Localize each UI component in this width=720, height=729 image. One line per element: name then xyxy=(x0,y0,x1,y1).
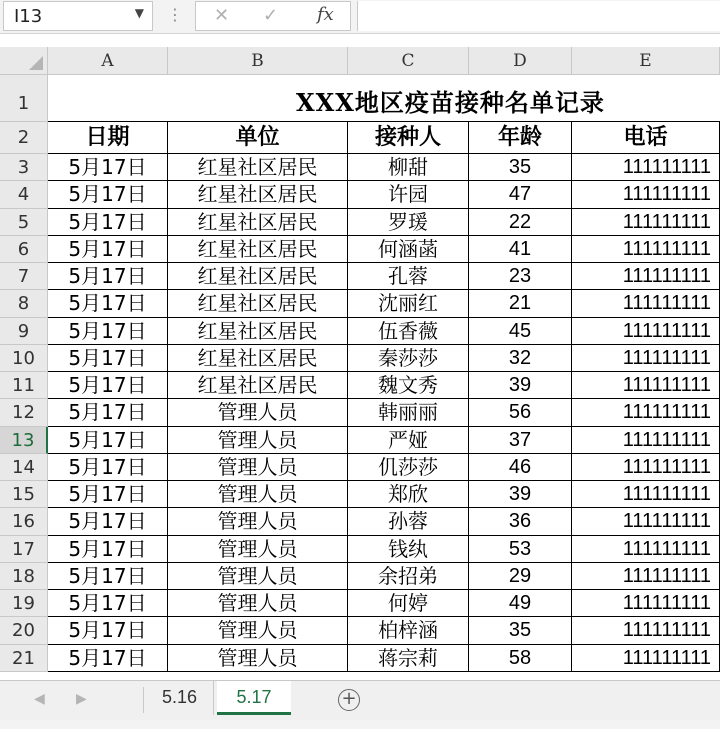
enter-icon[interactable]: ✓ xyxy=(263,5,279,26)
cell-a6[interactable]: 5月17日 xyxy=(48,236,168,263)
cell-d13[interactable]: 37 xyxy=(469,427,572,454)
row-header-12[interactable]: 12 xyxy=(0,399,48,426)
cell-a19[interactable]: 5月17日 xyxy=(48,590,168,617)
prev-sheet-icon[interactable]: ◀ xyxy=(34,691,45,707)
sheet-tab-bar xyxy=(0,680,720,720)
cell-e8[interactable]: 111111111 xyxy=(572,290,720,317)
cell-e21[interactable]: 111111111 xyxy=(572,645,720,672)
cell-e17[interactable]: 111111111 xyxy=(572,536,720,563)
row-header-20[interactable]: 20 xyxy=(0,617,48,644)
cell-d14[interactable]: 46 xyxy=(469,454,572,481)
cell-b21[interactable]: 管理人员 xyxy=(168,645,348,672)
cell-c21[interactable]: 蒋宗莉 xyxy=(348,645,469,672)
cell-a16[interactable]: 5月17日 xyxy=(48,508,168,535)
name-box-value: I13 xyxy=(14,6,43,27)
cell-a13[interactable]: 5月17日 xyxy=(48,427,168,454)
cell-e18[interactable]: 111111111 xyxy=(572,563,720,590)
cell-e6[interactable]: 111111111 xyxy=(572,236,720,263)
cell-d11[interactable]: 39 xyxy=(469,372,572,399)
cell-c17[interactable]: 钱纨 xyxy=(348,536,469,563)
cell-b15[interactable]: 管理人员 xyxy=(168,481,348,508)
sheet-tab-5-17[interactable]: 5.17 xyxy=(217,681,291,715)
row-header-11[interactable]: 11 xyxy=(0,372,48,399)
row-header-8[interactable]: 8 xyxy=(0,290,48,317)
cell-c11[interactable]: 魏文秀 xyxy=(348,372,469,399)
header-cell-c[interactable]: 接种人 xyxy=(348,122,469,154)
cell-c7[interactable]: 孔蓉 xyxy=(348,263,469,290)
cell-e9[interactable]: 111111111 xyxy=(572,318,720,345)
cell-b14[interactable]: 管理人员 xyxy=(168,454,348,481)
more-icon: ⋮ xyxy=(167,5,183,24)
cell-d4[interactable]: 47 xyxy=(469,181,572,208)
cell-e14[interactable]: 111111111 xyxy=(572,454,720,481)
cell-c14[interactable]: 仉莎莎 xyxy=(348,454,469,481)
cell-a4[interactable]: 5月17日 xyxy=(48,181,168,208)
cell-a9[interactable]: 5月17日 xyxy=(48,318,168,345)
cell-b8[interactable]: 红星社区居民 xyxy=(168,290,348,317)
cell-e20[interactable]: 111111111 xyxy=(572,617,720,644)
cell-e16[interactable]: 111111111 xyxy=(572,508,720,535)
formula-input[interactable] xyxy=(357,1,720,31)
cell-e4[interactable]: 111111111 xyxy=(572,181,720,208)
sheet-title: XXX地区疫苗接种名单记录 xyxy=(296,88,605,117)
cell-a17[interactable]: 5月17日 xyxy=(48,536,168,563)
cell-d5[interactable]: 22 xyxy=(469,209,572,236)
cell-a15[interactable]: 5月17日 xyxy=(48,481,168,508)
cell-a20[interactable]: 5月17日 xyxy=(48,617,168,644)
cell-a8[interactable]: 5月17日 xyxy=(48,290,168,317)
column-header-e[interactable]: E xyxy=(572,47,720,75)
formula-bar xyxy=(0,0,720,34)
cell-c19[interactable]: 何婷 xyxy=(348,590,469,617)
cell-e7[interactable]: 111111111 xyxy=(572,263,720,290)
cell-a14[interactable]: 5月17日 xyxy=(48,454,168,481)
cell-b18[interactable]: 管理人员 xyxy=(168,563,348,590)
name-box[interactable] xyxy=(3,1,153,31)
cell-d3[interactable]: 35 xyxy=(469,154,572,181)
column-header-d[interactable]: D xyxy=(469,47,572,75)
cell-d12[interactable]: 56 xyxy=(469,399,572,426)
cell-c18[interactable]: 余招弟 xyxy=(348,563,469,590)
cell-d16[interactable]: 36 xyxy=(469,508,572,535)
row-header-9[interactable]: 9 xyxy=(0,318,48,345)
row-header-17[interactable]: 17 xyxy=(0,536,48,563)
status-bar xyxy=(0,720,720,729)
cell-e3[interactable]: 111111111 xyxy=(572,154,720,181)
cell-e19[interactable]: 111111111 xyxy=(572,590,720,617)
cell-b4[interactable]: 红星社区居民 xyxy=(168,181,348,208)
cell-a12[interactable]: 5月17日 xyxy=(48,399,168,426)
cell-d21[interactable]: 58 xyxy=(469,645,572,672)
cell-a21[interactable]: 5月17日 xyxy=(48,645,168,672)
cell-d6[interactable]: 41 xyxy=(469,236,572,263)
cell-b20[interactable]: 管理人员 xyxy=(168,617,348,644)
cell-d7[interactable]: 23 xyxy=(469,263,572,290)
cell-a3[interactable]: 5月17日 xyxy=(48,154,168,181)
row-header-4[interactable]: 4 xyxy=(0,181,48,208)
cell-c12[interactable]: 韩丽丽 xyxy=(348,399,469,426)
cell-b16[interactable]: 管理人员 xyxy=(168,508,348,535)
cell-d9[interactable]: 45 xyxy=(469,318,572,345)
title-cell[interactable] xyxy=(48,75,720,122)
add-sheet-icon[interactable]: + xyxy=(338,689,360,711)
row-header-16[interactable]: 16 xyxy=(0,508,48,535)
header-cell-b[interactable]: 单位 xyxy=(168,122,348,154)
column-header-b[interactable]: B xyxy=(168,47,348,75)
cell-e10[interactable]: 111111111 xyxy=(572,345,720,372)
cell-c20[interactable]: 柏梓涵 xyxy=(348,617,469,644)
row-header-19[interactable]: 19 xyxy=(0,590,48,617)
select-all-corner[interactable] xyxy=(0,47,48,75)
row-header-10[interactable]: 10 xyxy=(0,345,48,372)
cell-b12[interactable]: 管理人员 xyxy=(168,399,348,426)
cell-c8[interactable]: 沈丽红 xyxy=(348,290,469,317)
cell-e5[interactable]: 111111111 xyxy=(572,209,720,236)
cell-c16[interactable]: 孙蓉 xyxy=(348,508,469,535)
cell-d17[interactable]: 53 xyxy=(469,536,572,563)
cell-b19[interactable]: 管理人员 xyxy=(168,590,348,617)
header-cell-d[interactable]: 年龄 xyxy=(469,122,572,154)
cell-a10[interactable]: 5月17日 xyxy=(48,345,168,372)
cell-b10[interactable]: 红星社区居民 xyxy=(168,345,348,372)
header-cell-a[interactable]: 日期 xyxy=(48,122,168,154)
cell-e12[interactable]: 111111111 xyxy=(572,399,720,426)
row-header-7[interactable]: 7 xyxy=(0,263,48,290)
cell-b5[interactable]: 红星社区居民 xyxy=(168,209,348,236)
cell-d20[interactable]: 35 xyxy=(469,617,572,644)
formula-buttons xyxy=(195,1,351,31)
cell-a11[interactable]: 5月17日 xyxy=(48,372,168,399)
row-header-2[interactable]: 2 xyxy=(0,122,48,154)
cell-d19[interactable]: 49 xyxy=(469,590,572,617)
cell-a18[interactable]: 5月17日 xyxy=(48,563,168,590)
cell-d10[interactable]: 32 xyxy=(469,345,572,372)
cell-b17[interactable]: 管理人员 xyxy=(168,536,348,563)
row-header-14[interactable]: 14 xyxy=(0,454,48,481)
cell-c10[interactable]: 秦莎莎 xyxy=(348,345,469,372)
header-cell-e[interactable]: 电话 xyxy=(572,122,720,154)
cell-e11[interactable]: 111111111 xyxy=(572,372,720,399)
cell-e15[interactable]: 111111111 xyxy=(572,481,720,508)
column-header-c[interactable]: C xyxy=(348,47,469,75)
row-header-1[interactable]: 1 xyxy=(0,75,48,122)
cell-b13[interactable]: 管理人员 xyxy=(168,427,348,454)
cell-a5[interactable]: 5月17日 xyxy=(48,209,168,236)
cell-c4[interactable]: 许园 xyxy=(348,181,469,208)
cell-e13[interactable]: 111111111 xyxy=(572,427,720,454)
cell-b6[interactable]: 红星社区居民 xyxy=(168,236,348,263)
row-header-3[interactable]: 3 xyxy=(0,154,48,181)
cell-c15[interactable]: 郑欣 xyxy=(348,481,469,508)
cell-c3[interactable]: 柳甜 xyxy=(348,154,469,181)
cell-b3[interactable]: 红星社区居民 xyxy=(168,154,348,181)
cell-c13[interactable]: 严娅 xyxy=(348,427,469,454)
cell-c5[interactable]: 罗瑗 xyxy=(348,209,469,236)
cell-c6[interactable]: 何涵菡 xyxy=(348,236,469,263)
row-header-6[interactable]: 6 xyxy=(0,236,48,263)
chevron-down-icon[interactable]: ▼ xyxy=(134,6,144,20)
row-header-13[interactable]: 13 xyxy=(0,427,48,454)
cell-d18[interactable]: 29 xyxy=(469,563,572,590)
insert-function-icon[interactable]: fx xyxy=(317,4,334,25)
row-header-18[interactable]: 18 xyxy=(0,563,48,590)
cell-a7[interactable]: 5月17日 xyxy=(48,263,168,290)
cell-b9[interactable]: 红星社区居民 xyxy=(168,318,348,345)
cell-c9[interactable]: 伍香薇 xyxy=(348,318,469,345)
row-header-5[interactable]: 5 xyxy=(0,209,48,236)
sheet-tab-5-16[interactable]: 5.16 xyxy=(146,681,214,715)
column-header-a[interactable]: A xyxy=(48,47,168,75)
cancel-icon[interactable]: ✕ xyxy=(214,5,230,26)
row-header-15[interactable]: 15 xyxy=(0,481,48,508)
next-sheet-icon[interactable]: ▶ xyxy=(76,691,87,707)
cell-b11[interactable]: 红星社区居民 xyxy=(168,372,348,399)
cell-d8[interactable]: 21 xyxy=(469,290,572,317)
row-header-21[interactable]: 21 xyxy=(0,645,48,672)
cell-b7[interactable]: 红星社区居民 xyxy=(168,263,348,290)
cell-d15[interactable]: 39 xyxy=(469,481,572,508)
